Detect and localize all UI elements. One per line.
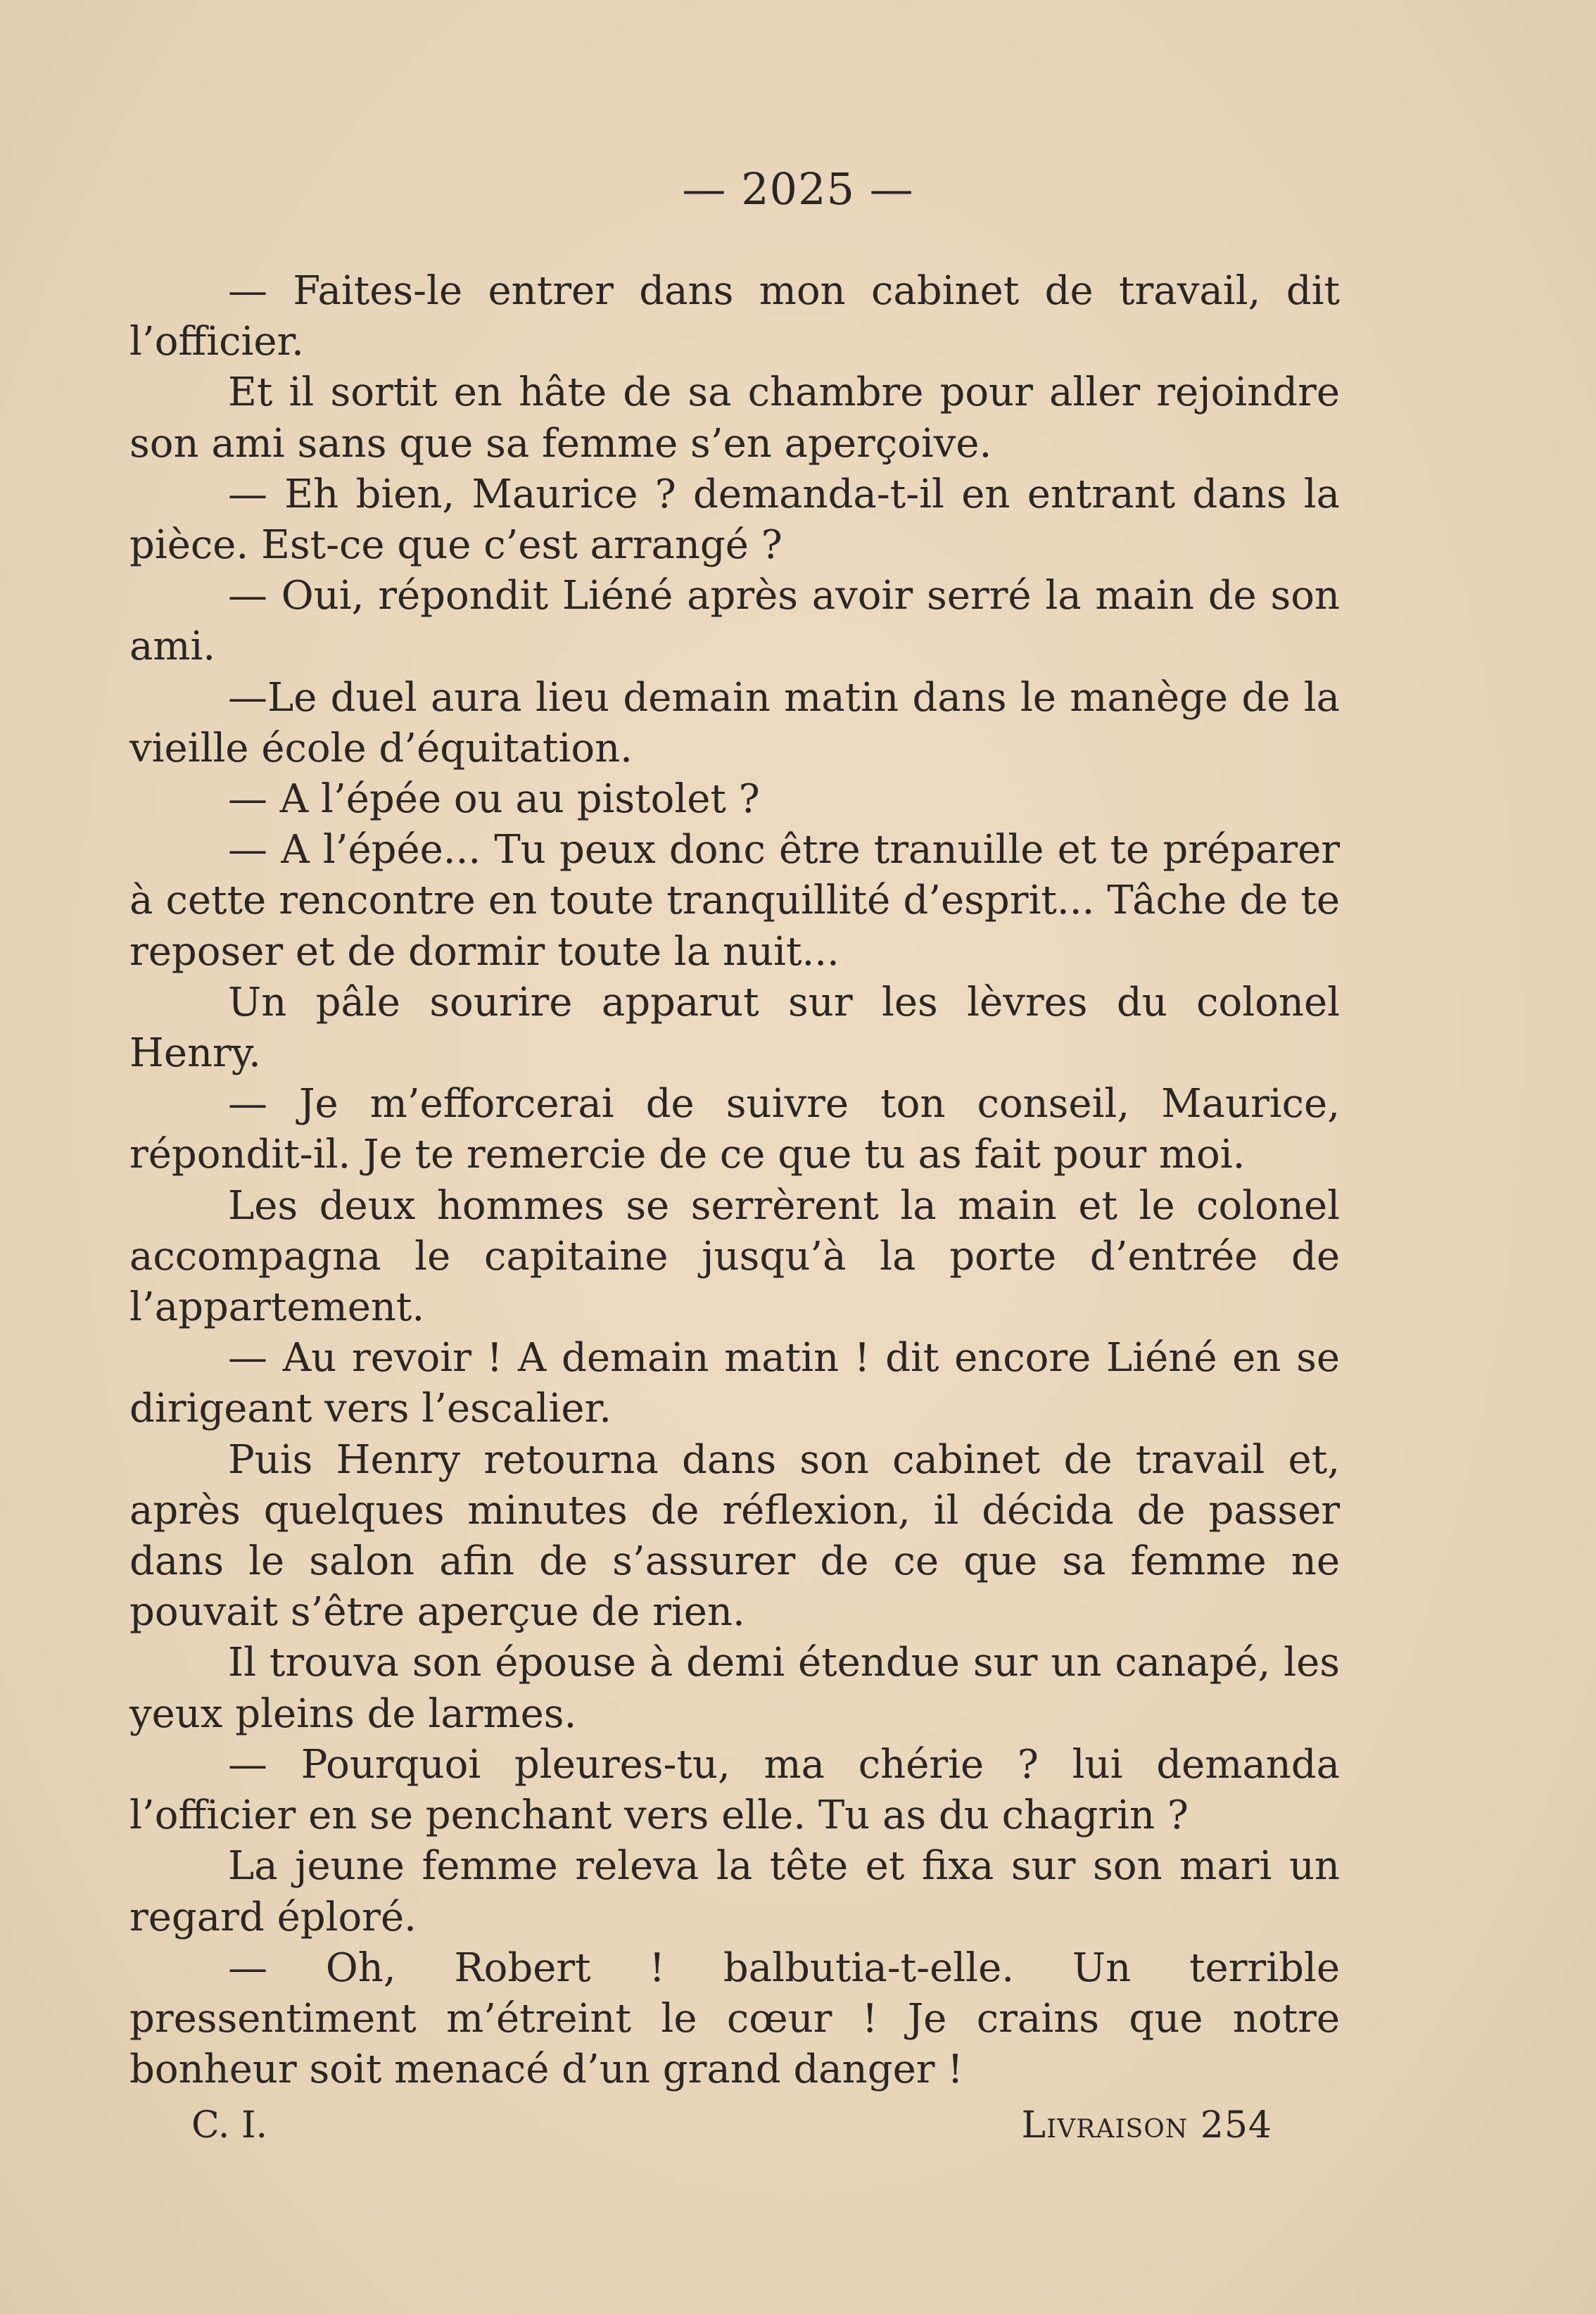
paragraph: — Eh bien, Maurice ? demanda-t-il en entrant dans la pièce. Est-ce que c’est arrangé ? — [129, 471, 1340, 569]
body-text — [129, 266, 1340, 2095]
paragraph: — Je m’efforcerai de suivre ton conseil, Maurice, répondit-il. Je te remercie de ce que tu as fait pour moi. — [129, 1081, 1340, 1178]
footer-signature-mark: C. I. — [191, 2104, 268, 2147]
paragraph: Et il sortit en hâte de sa chambre pour aller rejoindre son ami sans que sa femme s’en aperçoive. — [129, 369, 1340, 467]
paragraph: — A l’épée... Tu peux donc être tranuille et te préparer à cette rencontre en toute tranquillité d’esprit... Tâche de te reposer et de dormir toute la nuit... — [129, 827, 1340, 975]
paragraph: — Oh, Robert ! balbutia-t-elle. Un terrible pressentiment m’étreint le cœur ! Je crains que notre bonheur soit menacé d’un grand danger ! — [129, 1945, 1340, 2093]
paragraph: — Faites-le entrer dans mon cabinet de travail, dit l’officier. — [129, 268, 1340, 365]
paragraph: — Au revoir ! A demain matin ! dit encore Liéné en se dirigeant vers l’escalier. — [129, 1335, 1340, 1432]
paragraph: Les deux hommes se serrèrent la main et le colonel accompagna le capitaine jusqu’à la porte d’entrée de l’appartement. — [129, 1182, 1340, 1331]
paragraph: — Pourquoi pleures-tu, ma chérie ? lui demanda l’officier en se penchant vers elle. Tu as du chagrin ? — [129, 1741, 1340, 1839]
paragraph: —Le duel aura lieu demain matin dans le manège de la vieille école d’équitation. — [129, 674, 1340, 771]
paragraph: Il trouva son épouse à demi étendue sur un canapé, les yeux pleins de larmes. — [129, 1640, 1340, 1737]
paragraph: Puis Henry retourna dans son cabinet de travail et, après quelques minutes de réflexion, il décida de passer dans le salon afin de s’assurer de ce que sa femme ne pouvait s’être aperçue de rien. — [129, 1436, 1340, 1636]
page-number: — 2025 — — [682, 163, 914, 215]
paragraph: — Oui, répondit Liéné après avoir serré la main de son ami. — [129, 573, 1340, 670]
footer-livraison: Livraison 254 — [1021, 2104, 1272, 2147]
page-footer — [191, 2104, 1272, 2154]
paragraph: — A l’épée ou au pistolet ? — [228, 776, 760, 823]
paragraph: La jeune femme releva la tête et fixa sur son mari un regard éploré. — [129, 1843, 1340, 1940]
paragraph: Un pâle sourire apparut sur les lèvres du colonel Henry. — [129, 979, 1340, 1077]
